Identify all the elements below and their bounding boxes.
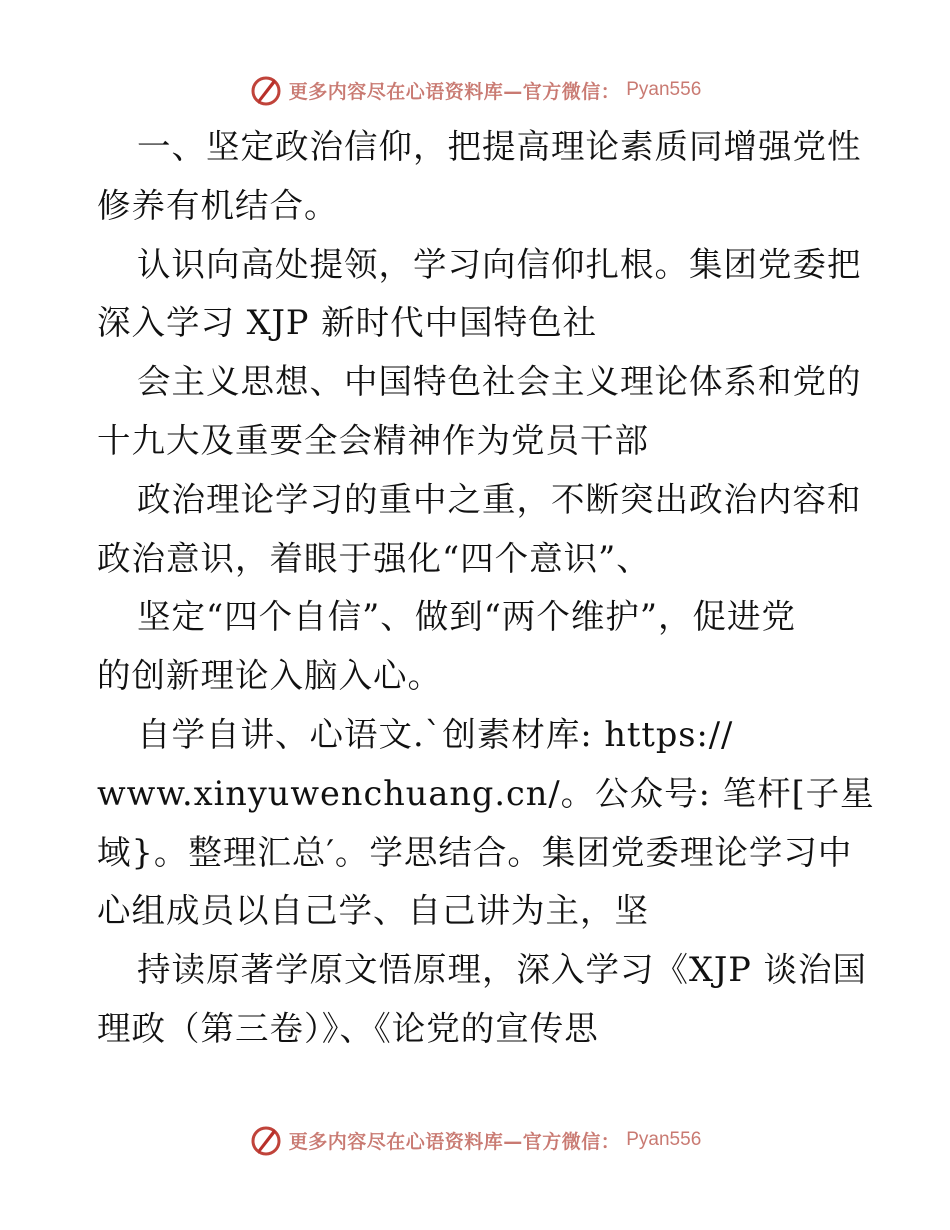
body-line: 坚定“四个自信”、做到“两个维护”，促进党 <box>137 597 797 637</box>
body-line: 心组成员以自己学、自己讲为主，坚 <box>97 891 649 931</box>
body-line: www.xinyuwenchuang.cn/。公众号: 笔杆[子星 <box>97 773 875 813</box>
body-line: 的创新理论入脑入心。 <box>97 656 442 696</box>
page-footer-banner <box>0 1118 950 1162</box>
quill-logo-icon <box>249 1123 283 1157</box>
footer-banner-text: 更多内容尽在心语资料库—官方微信： <box>288 1130 621 1153</box>
body-line: 一、坚定政治信仰，把提高理论素质同增强党性 <box>137 127 862 166</box>
page-header-banner <box>0 68 950 112</box>
body-line: 理政（第三卷）》、《论党的宣传思 <box>97 1008 599 1048</box>
document-body <box>97 118 875 1059</box>
header-banner-text: 更多内容尽在心语资料库—官方微信： <box>288 80 621 103</box>
body-line: 深入学习 XJP 新时代中国特色社 <box>97 303 598 343</box>
body-line: 政治意识，着眼于强化“四个意识”、 <box>97 538 651 578</box>
body-line: 持读原著学原文悟原理，深入学习《XJP 谈治国 <box>137 950 867 990</box>
body-line: 会主义思想、中国特色社会主义理论体系和党的 <box>137 362 862 402</box>
quill-logo-icon <box>249 73 283 107</box>
body-line: 修养有机结合。 <box>97 185 339 225</box>
body-line: 政治理论学习的重中之重，不断突出政治内容和 <box>137 479 862 519</box>
body-line: 十九大及重要全会精神作为党员干部 <box>97 420 649 460</box>
body-line: 自学自讲、心语文.`创素材库: https:// <box>137 714 734 754</box>
body-line: 域}。整理汇总′。学思结合。集团党委理论学习中 <box>97 832 853 872</box>
header-banner-id: Pyan556 <box>626 79 702 100</box>
footer-banner-id: Pyan556 <box>626 1129 702 1150</box>
body-line: 认识向高处提领，学习向信仰扎根。集团党委把 <box>137 244 862 284</box>
